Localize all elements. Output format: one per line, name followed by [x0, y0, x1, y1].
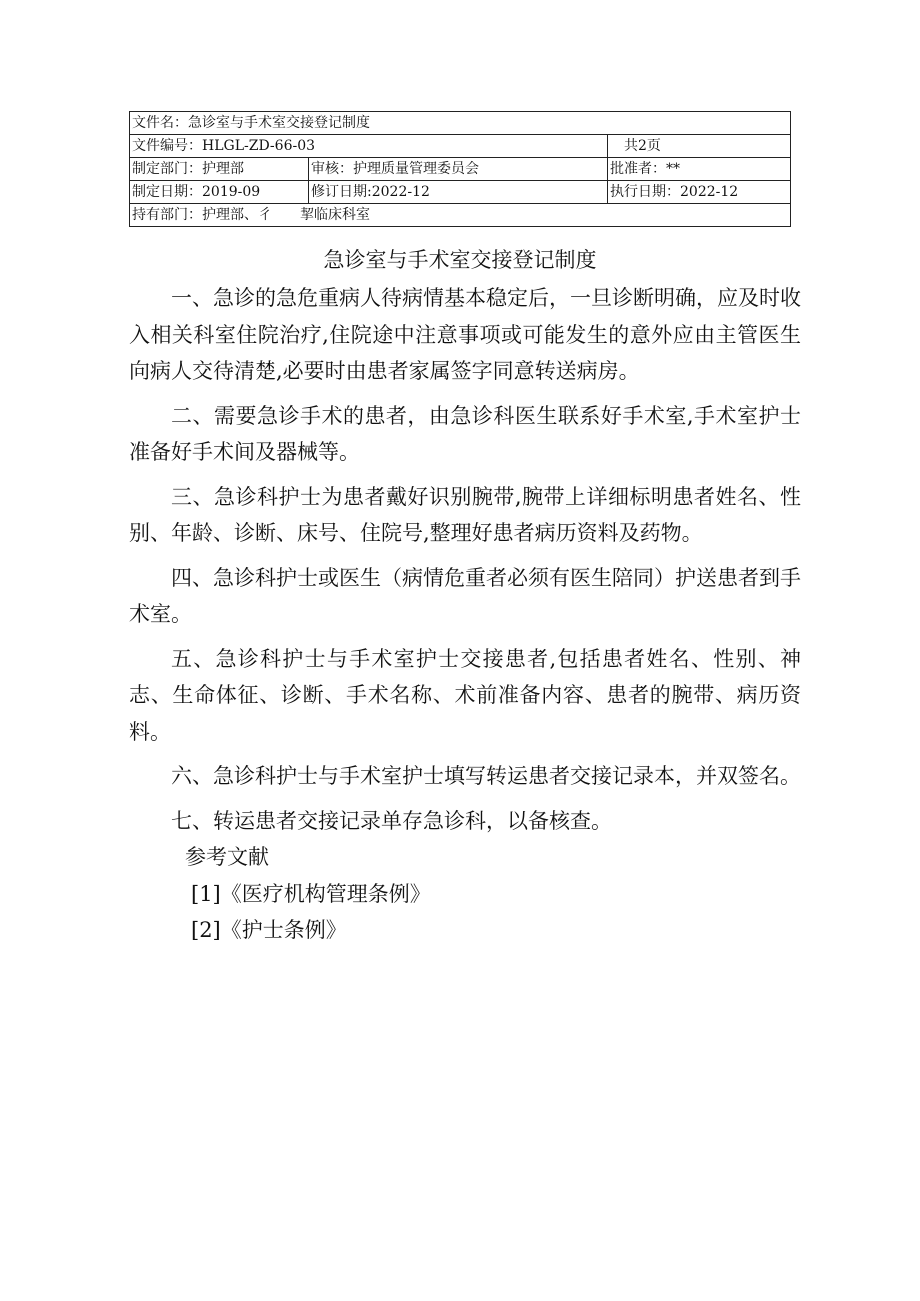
header-row-holder	[130, 204, 791, 227]
paragraph-5: 五、急诊科护士与手术室护士交接患者,包括患者姓名、性别、神志、生命体征、诊断、手术名称、术前准备内容、患者的腕带、病历资料。	[129, 646, 801, 744]
paragraph-2: 二、需要急诊手术的患者，由急诊科医生联系好手术室,手术室护士准备好手术间及器械等。	[129, 403, 801, 464]
approver-cell: 批准者：**	[608, 158, 791, 181]
dept-cell: 制定部门：护理部	[130, 158, 309, 181]
document-header-table	[129, 111, 791, 227]
paragraph-1: 一、急诊的急危重病人待病情基本稳定后，一旦诊断明确，应及时收入相关科室住院治疗,住院途中注意事项或可能发生的意外应由主管医生向病人交待清楚,必要时由患者家属签字同意转送病房。	[129, 286, 801, 383]
review-cell: 审核：护理质量管理委员会	[309, 158, 608, 181]
paragraph-4: 四、急诊科护士或医生（病情危重者必须有医生陪同）护送患者到手术室。	[129, 565, 801, 626]
page-count-cell: 共2页	[608, 135, 791, 158]
paragraph-3: 三、急诊科护士为患者戴好识别腕带,腕带上详细标明患者姓名、性别、年龄、诊断、床号、住院号,整理好患者病历资料及药物。	[129, 484, 801, 545]
document-body	[129, 280, 801, 949]
paragraph-6: 六、急诊科护士与手术室护士填写转运患者交接记录本，并双签名。	[171, 764, 801, 788]
reference-item-2: [2]《护士条例》	[191, 918, 347, 942]
document-title: 急诊室与手术室交接登记制度	[323, 248, 597, 272]
file-number-cell: 文件编号：HLGL-ZD-66-03	[130, 135, 608, 158]
header-row-file-name	[130, 112, 791, 135]
header-row-department	[130, 158, 791, 181]
made-date-cell: 制定日期：2019-09	[130, 181, 309, 204]
file-name-cell: 文件名：急诊室与手术室交接登记制度	[130, 112, 791, 135]
header-row-file-number	[130, 135, 791, 158]
reference-item-1: [1]《医疗机构管理条例》	[191, 881, 431, 906]
paragraph-7: 七、转运患者交接记录单存急诊科，以备核查。	[171, 808, 612, 833]
exec-date-cell: 执行日期：2022-12	[608, 181, 791, 204]
holder-cell: 持有部门：护理部、彳 挈临床科室	[130, 204, 791, 227]
header-row-dates	[130, 181, 791, 204]
references-heading: 参考文献	[185, 845, 269, 869]
revised-date-cell: 修订日期:2022-12	[309, 181, 608, 204]
